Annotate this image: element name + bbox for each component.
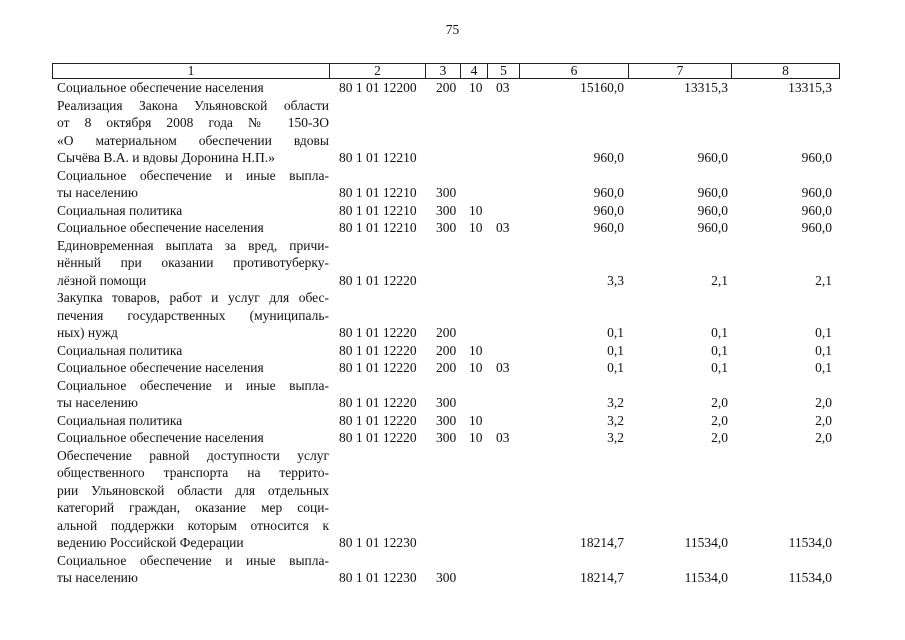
- amount-col-8: 2,1: [815, 272, 832, 288]
- amount-col-6: 960,0: [593, 202, 624, 218]
- table-row: [0, 342, 905, 360]
- target-code: 80 1 01 12210: [339, 220, 417, 235]
- amount-col-8: 960,0: [801, 185, 832, 200]
- header-col-2: 2: [329, 64, 425, 78]
- row-label: Социальное обеспечение населения: [57, 220, 264, 235]
- table-body: [0, 79, 905, 587]
- table-row: [0, 517, 905, 535]
- row-label: Социальное обеспечение и иные выпла-: [57, 377, 329, 393]
- target-code: 80 1 01 12230: [339, 570, 417, 585]
- row-label: Социальное обеспечение населения: [57, 430, 264, 445]
- header-col-7: 7: [628, 64, 731, 78]
- amount-col-8: 960,0: [801, 202, 832, 218]
- target-code: 80 1 01 12220: [339, 412, 417, 428]
- target-code: 80 1 01 12220: [339, 272, 417, 288]
- expense-type: 300: [436, 395, 457, 410]
- amount-col-6: 18214,7: [580, 535, 624, 550]
- amount-col-8: 2,0: [815, 430, 832, 445]
- amount-col-7: 2,0: [711, 430, 728, 445]
- table-row: [0, 377, 905, 395]
- amount-col-6: 15160,0: [580, 80, 624, 95]
- amount-col-8: 11534,0: [788, 535, 832, 550]
- table-row: [0, 324, 905, 342]
- header-col-8: 8: [731, 64, 839, 78]
- row-label: Закупка товаров, работ и услуг для обес-: [57, 290, 329, 305]
- target-code: 80 1 01 12220: [339, 395, 417, 410]
- amount-col-7: 13315,3: [684, 80, 728, 95]
- table-row: [0, 237, 905, 255]
- table-row: [0, 202, 905, 220]
- table-row: [0, 254, 905, 272]
- header-col-5: 5: [487, 64, 519, 78]
- table-row: [0, 272, 905, 290]
- table-row: [0, 132, 905, 150]
- table-row: [0, 307, 905, 325]
- page-number: 75: [445, 22, 460, 37]
- table-row: [0, 289, 905, 307]
- amount-col-8: 0,1: [815, 360, 832, 375]
- table-row: [0, 534, 905, 552]
- expense-type: 300: [436, 220, 457, 235]
- expense-type: 200: [436, 342, 457, 358]
- amount-col-8: 11534,0: [788, 570, 832, 585]
- amount-col-7: 960,0: [697, 150, 728, 165]
- table-row: [0, 482, 905, 500]
- expense-type: 300: [436, 185, 457, 200]
- expense-type: 300: [436, 202, 457, 218]
- expense-type: 300: [436, 430, 457, 445]
- subsection: 03: [496, 220, 510, 235]
- row-label: ты населению: [57, 185, 138, 200]
- table-row: [0, 464, 905, 482]
- expense-type: 200: [436, 80, 457, 95]
- amount-col-6: 18214,7: [580, 570, 624, 585]
- table-row: [0, 569, 905, 587]
- subsection: 03: [496, 430, 510, 445]
- row-label: Единовременная выплата за вред, причи-: [57, 237, 329, 253]
- amount-col-8: 0,1: [815, 342, 832, 358]
- amount-col-6: 960,0: [593, 185, 624, 200]
- amount-col-6: 0,1: [607, 360, 624, 375]
- row-label: Социальная политика: [57, 202, 183, 218]
- header-col-6: 6: [519, 64, 628, 78]
- section: 10: [469, 220, 483, 235]
- row-label: Социальное обеспечение и иные выпла-: [57, 552, 329, 568]
- section: 10: [469, 342, 483, 358]
- row-label: ты населению: [57, 570, 138, 585]
- amount-col-8: 0,1: [815, 325, 832, 340]
- table-row: [0, 412, 905, 430]
- table-row: [0, 359, 905, 377]
- amount-col-6: 3,3: [607, 272, 624, 288]
- row-label: Социальная политика: [57, 412, 183, 428]
- amount-col-8: 960,0: [801, 150, 832, 165]
- target-code: 80 1 01 12220: [339, 360, 417, 375]
- expense-type: 300: [436, 412, 457, 428]
- target-code: 80 1 01 12210: [339, 202, 417, 218]
- row-label: Социальное обеспечение населения: [57, 80, 264, 95]
- target-code: 80 1 01 12220: [339, 342, 417, 358]
- amount-col-6: 960,0: [593, 150, 624, 165]
- amount-col-7: 960,0: [697, 185, 728, 200]
- section: 10: [469, 430, 483, 445]
- table-row: [0, 114, 905, 132]
- target-code: 80 1 01 12210: [339, 185, 417, 200]
- section: 10: [469, 360, 483, 375]
- amount-col-7: 2,1: [711, 272, 728, 288]
- row-label: от 8 октября 2008 года № 150-ЗО: [57, 115, 329, 130]
- row-label: Сычёва В.А. и вдовы Доронина Н.П.»: [57, 150, 275, 165]
- row-label: общественного транспорта на террито-: [57, 465, 329, 480]
- row-label: ведению Российской Федерации: [57, 535, 244, 550]
- table-row: [0, 394, 905, 412]
- target-code: 80 1 01 12210: [339, 150, 417, 165]
- amount-col-6: 0,1: [607, 325, 624, 340]
- table-row: [0, 499, 905, 517]
- table-row: [0, 219, 905, 237]
- amount-col-7: 960,0: [697, 202, 728, 218]
- amount-col-8: 2,0: [815, 412, 832, 428]
- row-label: категорий граждан, оказание мер соци-: [57, 500, 329, 515]
- row-label: Реализация Закона Ульяновской области: [57, 97, 329, 113]
- target-code: 80 1 01 12200: [339, 80, 417, 95]
- amount-col-7: 0,1: [711, 360, 728, 375]
- table-row: [0, 97, 905, 115]
- target-code: 80 1 01 12220: [339, 325, 417, 340]
- amount-col-8: 2,0: [815, 395, 832, 410]
- expense-type: 200: [436, 325, 457, 340]
- amount-col-8: 960,0: [801, 220, 832, 235]
- table-row: [0, 447, 905, 465]
- subsection: 03: [496, 80, 510, 95]
- amount-col-7: 960,0: [697, 220, 728, 235]
- section: 10: [469, 80, 483, 95]
- row-label: печения государственных (муниципаль-: [57, 307, 329, 323]
- amount-col-6: 3,2: [607, 412, 624, 428]
- table-header: [52, 63, 840, 79]
- table-row: [0, 552, 905, 570]
- amount-col-7: 2,0: [711, 412, 728, 428]
- section: 10: [469, 202, 483, 218]
- amount-col-7: 11534,0: [684, 570, 728, 585]
- row-label: альной поддержки которым относится к: [57, 517, 329, 533]
- amount-col-8: 13315,3: [788, 80, 832, 95]
- row-label: рии Ульяновской области для отдельных: [57, 482, 329, 498]
- row-label: Обеспечение равной доступности услуг: [57, 447, 329, 463]
- header-col-1: 1: [187, 63, 195, 78]
- table-row: [0, 184, 905, 202]
- expense-type: 300: [436, 570, 457, 585]
- table-row: [0, 149, 905, 167]
- amount-col-6: 3,2: [607, 430, 624, 445]
- section: 10: [469, 412, 483, 428]
- subsection: 03: [496, 360, 510, 375]
- table-row: [0, 79, 905, 97]
- target-code: 80 1 01 12230: [339, 535, 417, 550]
- amount-col-6: 0,1: [607, 342, 624, 358]
- row-label: ных) нужд: [57, 325, 118, 340]
- expense-type: 200: [436, 360, 457, 375]
- row-label: нённый при оказании противотуберку-: [57, 255, 329, 270]
- table-row: [0, 429, 905, 447]
- amount-col-7: 0,1: [711, 325, 728, 340]
- amount-col-7: 0,1: [711, 342, 728, 358]
- row-label: Социальное обеспечение и иные выпла-: [57, 167, 329, 183]
- header-col-4: 4: [460, 64, 487, 78]
- row-label: Социальная политика: [57, 342, 183, 358]
- row-label: лёзной помощи: [57, 272, 147, 288]
- target-code: 80 1 01 12220: [339, 430, 417, 445]
- row-label: ты населению: [57, 395, 138, 410]
- amount-col-6: 960,0: [593, 220, 624, 235]
- amount-col-7: 11534,0: [684, 535, 728, 550]
- row-label: Социальное обеспечение населения: [57, 360, 264, 375]
- header-col-3: 3: [425, 64, 460, 78]
- amount-col-6: 3,2: [607, 395, 624, 410]
- amount-col-7: 2,0: [711, 395, 728, 410]
- row-label: «О материальном обеспечении вдовы: [57, 132, 329, 148]
- table-row: [0, 167, 905, 185]
